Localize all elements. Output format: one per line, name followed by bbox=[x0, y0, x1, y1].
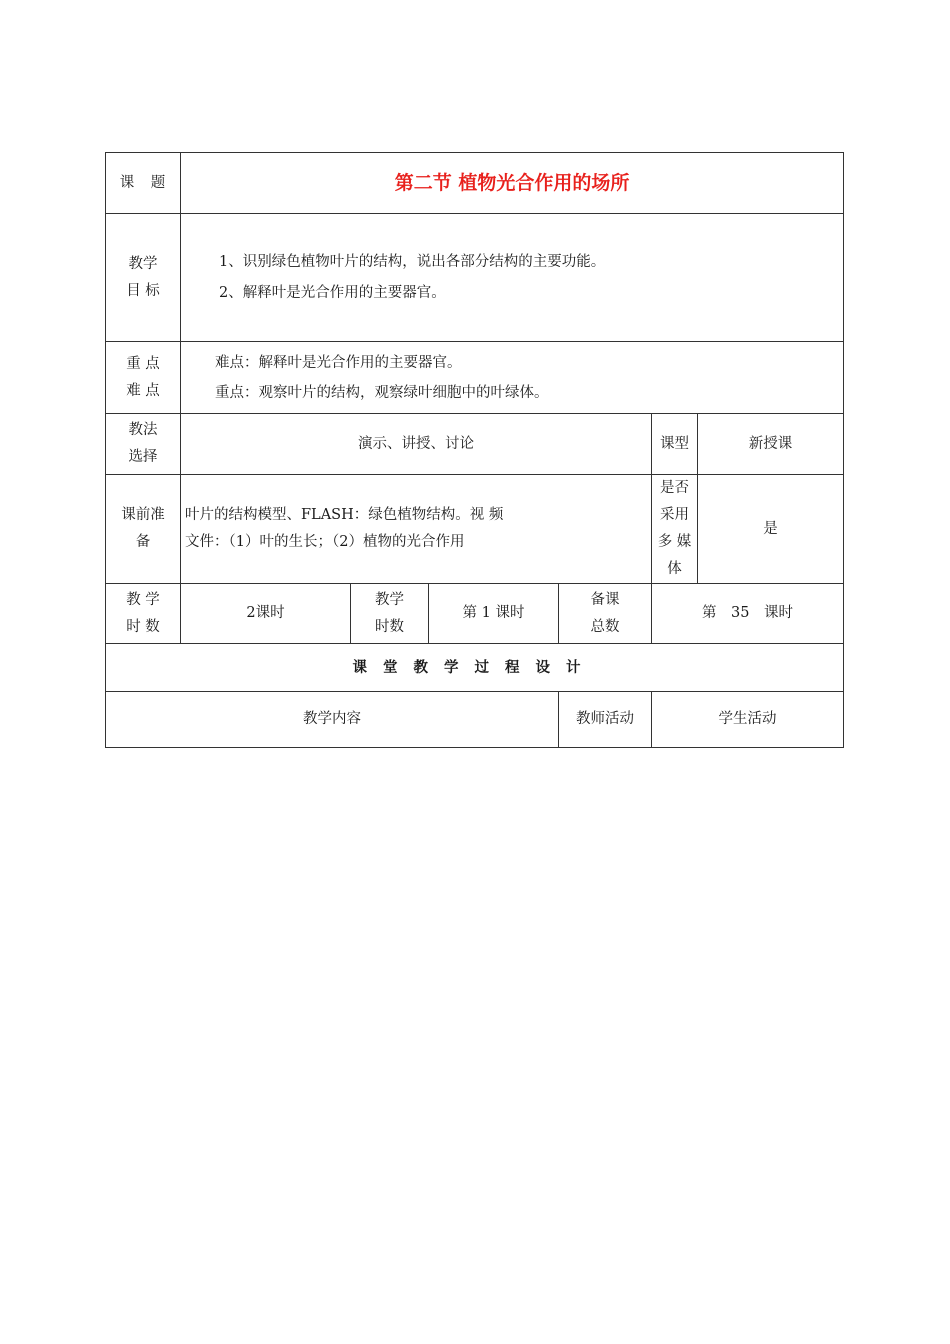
topic-row bbox=[106, 153, 844, 214]
hours-label-line1: 教 学 bbox=[126, 591, 160, 608]
lesson-type-value: 新授课 bbox=[698, 414, 844, 475]
method-value: 演示、讲授、讨论 bbox=[181, 414, 652, 475]
objectives-content bbox=[181, 214, 844, 342]
objective-item: 1、识别绿色植物叶片的结构，说出各部分结构的主要功能。 bbox=[219, 253, 606, 270]
key-point-text: 重点：观察叶片的结构，观察绿叶细胞中的叶绿体。 bbox=[215, 384, 549, 401]
total-label-line2: 总数 bbox=[590, 618, 620, 635]
lesson-title: 第二节 植物光合作用的场所 bbox=[181, 153, 844, 214]
multimedia-value: 是 bbox=[698, 475, 844, 584]
method-row bbox=[106, 414, 844, 475]
preparation-row bbox=[106, 475, 844, 584]
multimedia-label bbox=[652, 475, 698, 584]
period-label-line1: 教学 bbox=[375, 591, 404, 608]
multimedia-label-line2: 多 媒 体 bbox=[657, 534, 692, 577]
process-title: 课堂教学过程设计 bbox=[106, 644, 844, 692]
column-teacher-activity: 教师活动 bbox=[559, 692, 652, 748]
preparation-label bbox=[106, 475, 181, 584]
preparation-label-line1: 课前准 bbox=[121, 507, 165, 523]
columns-header-row bbox=[106, 692, 844, 748]
key-points-label bbox=[106, 342, 181, 414]
topic-label: 课 题 bbox=[106, 153, 181, 214]
objective-item: 2、解释叶是光合作用的主要器官。 bbox=[219, 284, 446, 301]
period-value: 第 1 课时 bbox=[429, 584, 559, 644]
key-points-row bbox=[106, 342, 844, 414]
period-label-line2: 时数 bbox=[375, 618, 404, 635]
lesson-type-label: 课型 bbox=[652, 414, 698, 475]
column-teaching-content: 教学内容 bbox=[106, 692, 559, 748]
method-label-line1: 教法 bbox=[128, 422, 158, 438]
objectives-row bbox=[106, 214, 844, 342]
preparation-content bbox=[181, 475, 652, 584]
process-row bbox=[106, 644, 844, 692]
key-points-label-line1: 重 点 bbox=[126, 355, 160, 372]
method-label-line2: 选择 bbox=[128, 449, 158, 465]
multimedia-label-line1: 是否采用 bbox=[660, 480, 689, 523]
objectives-label-line1: 教学 bbox=[128, 255, 158, 272]
hours-row bbox=[106, 584, 844, 644]
key-points-label-line2: 难 点 bbox=[126, 382, 160, 399]
period-label bbox=[351, 584, 429, 644]
hours-label bbox=[106, 584, 181, 644]
total-label bbox=[559, 584, 652, 644]
total-label-line1: 备课 bbox=[590, 591, 620, 608]
total-value: 第 35 课时 bbox=[652, 584, 844, 644]
key-points-content bbox=[181, 342, 844, 414]
hours-value: 2课时 bbox=[181, 584, 351, 644]
method-label bbox=[106, 414, 181, 475]
column-student-activity: 学生活动 bbox=[652, 692, 844, 748]
lesson-plan-table bbox=[105, 152, 844, 748]
objectives-label bbox=[106, 214, 181, 342]
preparation-label-line2: 备 bbox=[135, 534, 151, 550]
hours-label-line2: 时 数 bbox=[126, 618, 160, 635]
preparation-line1: 叶片的结构模型、FLASH：绿色植物结构。视 频 bbox=[185, 507, 504, 523]
difficulty-text: 难点：解释叶是光合作用的主要器官。 bbox=[215, 354, 462, 371]
preparation-line2: 文件：（1）叶的生长；（2）植物的光合作用 bbox=[185, 534, 465, 550]
objectives-label-line2: 目 标 bbox=[126, 282, 160, 299]
